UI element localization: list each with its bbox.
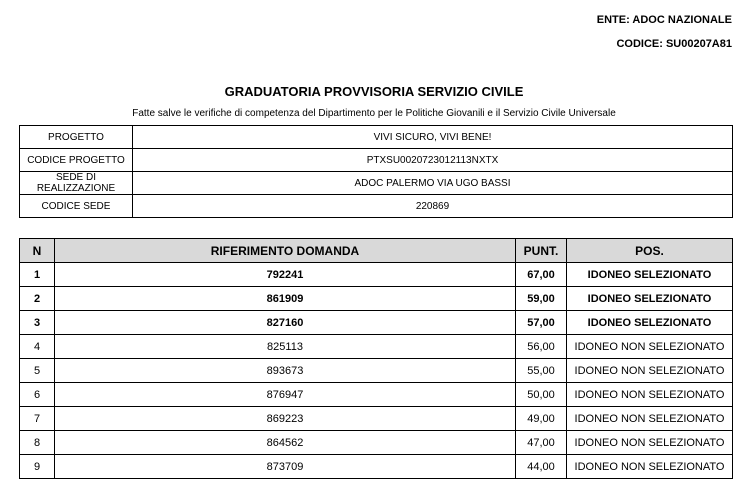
table-row [20,455,733,479]
info-label: CODICE PROGETTO [20,149,133,172]
posizione: IDONEO NON SELEZIONATO [567,455,733,479]
posizione: IDONEO NON SELEZIONATO [567,431,733,455]
col-header-n: N [20,239,55,263]
punteggio: 56,00 [516,335,567,359]
riferimento-domanda: 861909 [55,287,516,311]
riferimento-domanda: 827160 [55,311,516,335]
info-row-codice-progetto [20,149,733,172]
info-value: VIVI SICURO, VIVI BENE! [133,126,733,149]
table-row [20,407,733,431]
info-row-codice-sede [20,195,733,218]
table-row [20,359,733,383]
col-header-posizione: POS. [567,239,733,263]
riferimento-domanda: 893673 [55,359,516,383]
punteggio: 49,00 [516,407,567,431]
punteggio: 59,00 [516,287,567,311]
punteggio: 57,00 [516,311,567,335]
punteggio: 50,00 [516,383,567,407]
col-header-riferimento: RIFERIMENTO DOMANDA [55,239,516,263]
posizione: IDONEO NON SELEZIONATO [567,335,733,359]
posizione: IDONEO SELEZIONATO [567,263,733,287]
posizione: IDONEO SELEZIONATO [567,311,733,335]
project-info-table [19,125,733,218]
row-number: 5 [20,359,55,383]
info-value: 220869 [133,195,733,218]
row-number: 8 [20,431,55,455]
table-row [20,287,733,311]
info-row-sede [20,172,733,195]
posizione: IDONEO SELEZIONATO [567,287,733,311]
page-subtitle: Fatte salve le verifiche di competenza del Dipartimento per le Politiche Giovanili e il Servizio Civile Universale [132,108,616,119]
posizione: IDONEO NON SELEZIONATO [567,383,733,407]
ranking-table [19,238,733,479]
riferimento-domanda: 792241 [55,263,516,287]
posizione: IDONEO NON SELEZIONATO [567,407,733,431]
info-label: SEDE DI REALIZZAZIONE [20,172,133,195]
punteggio: 55,00 [516,359,567,383]
row-number: 6 [20,383,55,407]
riferimento-domanda: 864562 [55,431,516,455]
info-value: ADOC PALERMO VIA UGO BASSI [133,172,733,195]
table-row [20,335,733,359]
row-number: 3 [20,311,55,335]
row-number: 2 [20,287,55,311]
table-row [20,263,733,287]
punteggio: 67,00 [516,263,567,287]
table-row [20,311,733,335]
info-row-progetto [20,126,733,149]
info-label: PROGETTO [20,126,133,149]
table-row [20,383,733,407]
codice-label: CODICE: SU00207A81 [616,38,732,50]
riferimento-domanda: 869223 [55,407,516,431]
ranking-header-row [20,239,733,263]
riferimento-domanda: 876947 [55,383,516,407]
posizione: IDONEO NON SELEZIONATO [567,359,733,383]
punteggio: 44,00 [516,455,567,479]
riferimento-domanda: 873709 [55,455,516,479]
info-value: PTXSU0020723012113NXTX [133,149,733,172]
punteggio: 47,00 [516,431,567,455]
row-number: 7 [20,407,55,431]
row-number: 9 [20,455,55,479]
page-title: GRADUATORIA PROVVISORIA SERVIZIO CIVILE [224,84,524,99]
row-number: 1 [20,263,55,287]
col-header-punteggio: PUNT. [516,239,567,263]
ranking-body [20,263,733,479]
ente-label: ENTE: ADOC NAZIONALE [596,14,732,26]
table-row [20,431,733,455]
info-label: CODICE SEDE [20,195,133,218]
riferimento-domanda: 825113 [55,335,516,359]
row-number: 4 [20,335,55,359]
